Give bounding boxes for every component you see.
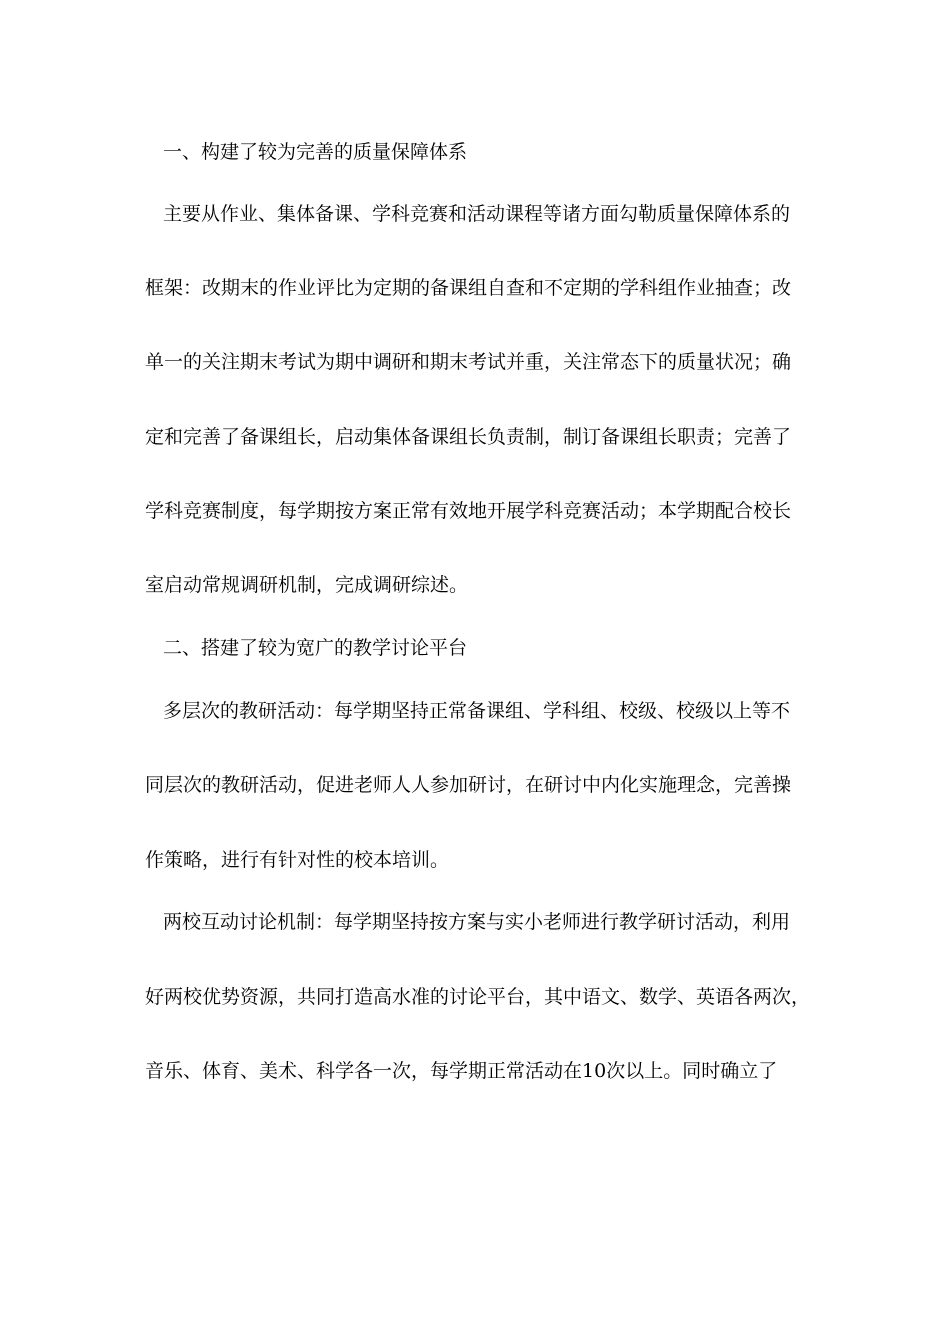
paragraph-line: 室启动常规调研机制，完成调研综述。 <box>145 574 469 596</box>
line-text: 次以上。同时确立了 <box>606 1060 778 1082</box>
paragraph-line: 学科竞赛制度，每学期按方案正常有效地开展学科竞赛活动；本学期配合校长 <box>145 500 792 522</box>
paragraph-line: 单一的关注期末考试为期中调研和期末考试并重，关注常态下的质量状况；确 <box>145 351 792 373</box>
paragraph-line: 两校互动讨论机制：每学期坚持按方案与实小老师进行教学研讨活动，利用 <box>163 911 791 933</box>
heading-section-2: 二、搭建了较为宽广的教学讨论平台 <box>163 637 468 659</box>
heading-section-1: 一、构建了较为完善的质量保障体系 <box>163 141 468 163</box>
paragraph-line: 同层次的教研活动，促进老师人人参加研讨，在研讨中内化实施理念，完善操 <box>145 774 792 796</box>
paragraph-line: 定和完善了备课组长，启动集体备课组长负责制，制订备课组长职责；完善了 <box>145 426 792 448</box>
activity-count: 10 <box>582 1060 607 1082</box>
paragraph-line: 多层次的教研活动：每学期坚持正常备课组、学科组、校级、校级以上等不 <box>163 700 791 722</box>
paragraph-line: 主要从作业、集体备课、学科竞赛和活动课程等诸方面勾勒质量保障体系的 <box>163 203 791 225</box>
line-text: 音乐、体育、美术、科学各一次，每学期正常活动在 <box>145 1060 583 1082</box>
paragraph-line: 框架：改期末的作业评比为定期的备课组自查和不定期的学科组作业抽查；改 <box>145 277 792 299</box>
paragraph-line: 好两校优势资源，共同打造高水准的讨论平台，其中语文、数学、英语各两次， <box>145 986 811 1008</box>
paragraph-line <box>145 1059 825 1083</box>
paragraph-line: 作策略，进行有针对性的校本培训。 <box>145 849 450 871</box>
